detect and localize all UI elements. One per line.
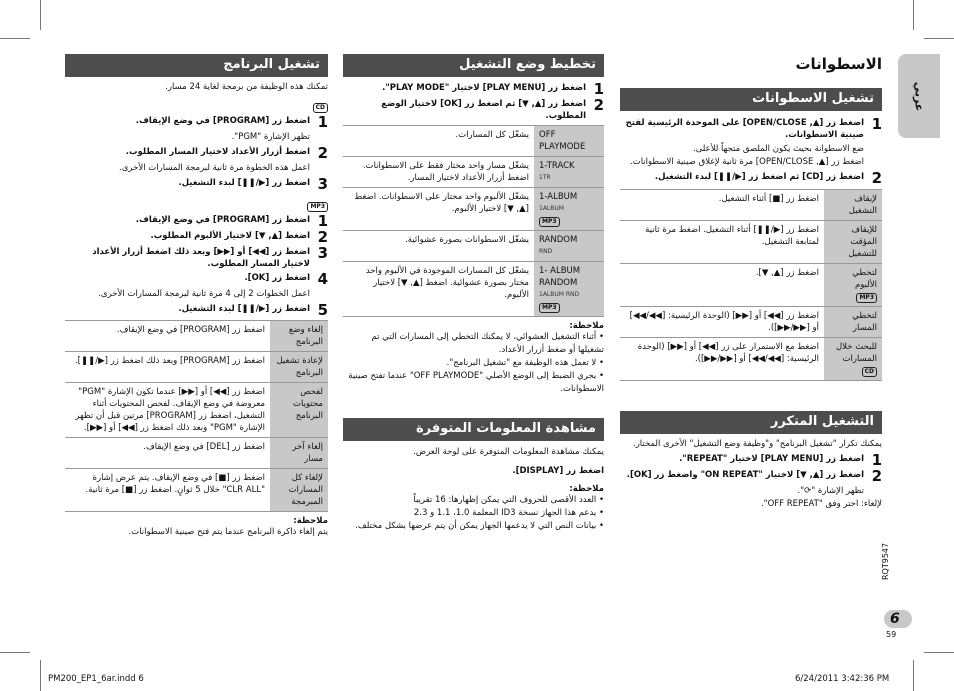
mp3-step-3: 3 اضغط زر [◀◀] أو [▶▶] وبعد ذلك اضغط أزرار الأعداد لاختيار المسار المطلوب.	[92, 244, 328, 269]
mp3-badge: MP3	[307, 202, 328, 212]
repeat-indicator-note: تظهر الإشارة "⟳".	[797, 486, 864, 496]
language-tab-label: عربي	[912, 81, 926, 111]
right-column	[620, 55, 882, 511]
note-heading: ملاحظة:	[293, 516, 328, 526]
cd-step-1: 1 اضغط زر [PROGRAM] في وضع الإيقاف.	[135, 113, 328, 131]
step-2: 2 اضغط زر [CD] ثم اضغط زر [▶/❚❚] لبدء التشغيل.	[654, 169, 882, 187]
cd-step-2-note: اعمل هذه الخطوة مرة ثانية لبرمجة المسارات الأخرى.	[119, 163, 310, 173]
table-row: 1-TRACK 1TR يشغّل مسار واحد مختار فقط على الاسطوانات. اضغط أزرار الأعداد لاختيار المسار.	[343, 157, 604, 188]
mp3-step-2: 2 اضغط [▲, ▼] لاختيار الألبوم المطلوب.	[150, 228, 328, 246]
section-header-repeat: التشغيل المتكرر	[620, 411, 882, 434]
cd-badge: CD	[862, 367, 877, 377]
repeat-step-1: 1 اضغط زر [PLAY MENU] لاختيار "REPEAT".	[679, 451, 882, 469]
table-row: لإلغاء كل المسارات المبرمجة اضغط زر [■] في وضع الإيقاف. يتم عرض إشارة "CLR ALL" خلال 5 ثوانٍ. اضغط زر [■] مرة ثانية.	[65, 469, 328, 512]
mp3-step-5: 5 اضغط زر [▶/❚❚] لبدء التشغيل.	[178, 301, 328, 319]
step-1-note2: اضغط زر [▲, OPEN/CLOSE] مرة ثانية لإغلاق صينية الاسطوانات.	[630, 157, 864, 167]
page-code: RQT9547	[881, 542, 890, 580]
table-row: لتخطي الألبوم MP3 اضغط زر [▲, ▼].	[620, 264, 882, 307]
table-row: إلغاء آخر مسار اضغط زر [DEL] في وضع الإيقاف.	[65, 438, 328, 469]
table-row: 1-ALBUM 1ALBUM MP3 يشغّل الألبوم واحد مختار على الاسطوانات. اضغط [▲, ▼] لاختيار الألبوم.	[343, 188, 604, 231]
mp3-badge: MP3	[539, 303, 560, 313]
program-table	[65, 320, 328, 512]
cd-step-1-note: تظهر الإشارة "PGM".	[231, 132, 310, 142]
note-heading: ملاحظة:	[569, 321, 604, 331]
note-item: • يجري الضبط إلى الوضع الأصلي "OFF PLAYMODE" عندما تفتح صينية الاسطوانات.	[348, 371, 604, 394]
play-mode-step-2: 2 اضغط زر [▲, ▼] ثم اضغط زر [OK] لاختيار الوضع المطلوب.	[381, 96, 604, 121]
section-header-info: مشاهدة المعلومات المتوفرة	[343, 418, 604, 441]
play-mode-step-1: 1 اضغط زر [PLAY MENU] لاختيار "PLAY MODE".	[382, 80, 604, 98]
footer-file: PM200_EP1_6ar.indd 6	[48, 674, 144, 684]
note-item: • يدعم هذا الجهاز نسخة ID3 المعلمة 1.0، 1.1 و 2.3	[413, 508, 604, 518]
page-title: الاسطوانات	[795, 55, 882, 73]
cd-step-3: 3 اضغط زر [▶/❚❚] لبدء التشغيل.	[178, 175, 328, 193]
info-step: اضغط زر [DISPLAY].	[512, 466, 604, 476]
table-row: لفحص محتويات البرنامج اضغط زر [◀◀] أو [▶▶] عندما تكون الإشارة "PGM" معروضة في وضع الإيقاف. لفحص المحتويات أثناء التشغيل، اضغط زر [PROGRAM] مرتين قبل أن تظهر الإشارة "PGM" وبعد ذلك اضغط زر [◀◀] أو [▶▶].	[65, 383, 328, 438]
language-tab	[898, 54, 940, 138]
mp3-step-1: 1 اضغط زر [PROGRAM] في وضع الإيقاف.	[135, 212, 328, 230]
table-row: للإيقاف المؤقت للتشغيل اضغط زر [▶/❚❚] أثناء التشغيل. اضغط مرة ثانية لمتابعة التشغيل.	[620, 221, 882, 264]
cd-step-2: 2 اضغط أزرار الأعداد لاختيار المسار المطلوب.	[125, 144, 328, 162]
note-item: • بيانات النص التي لا يدعمها الجهاز يمكن أن يتم عرضها بشكل مختلف.	[355, 521, 604, 531]
info-intro: يمكنك مشاهدة المعلومات المتوفرة على لوحة العرض.	[413, 447, 604, 457]
repeat-step-2: 2 اضغط زر [▲, ▼] لاختيار "ON REPEAT" واضغط زر [OK].	[626, 467, 882, 485]
page-number-pill	[884, 610, 912, 628]
footer-date: 6/24/2011 3:42:36 PM	[795, 674, 890, 684]
table-row: لإعادة تشغيل البرنامج اضغط زر [PROGRAM] وبعد ذلك اضغط زر [▶/❚❚].	[65, 352, 328, 383]
cd-operations-table	[620, 189, 882, 381]
table-row: 1- ALBUM RANDOM 1ALBUM RND MP3 يشغّل كل المسارات الموجودة في الألبوم واحد مختار بصورة عشوائية. اضغط [▲, ▼] لاختيار الألبوم.	[343, 262, 604, 317]
section-header-cd-play: تشغيل الاسطوانات	[620, 88, 882, 111]
left-column	[65, 54, 328, 539]
middle-column	[343, 54, 604, 533]
note-heading: ملاحظة:	[569, 484, 604, 494]
note-item: • أثناء التشغيل العشوائي، لا يمكنك التخطي إلى المسارات التي تم تشغيلها أو ضغط أزرار الأعداد.	[371, 332, 604, 355]
table-row: RANDOM RND يشغّل الاسطوانات بصورة عشوائية.	[343, 231, 604, 262]
table-row: لتخطي المسار اضغط زر [◀◀] أو [▶▶] (الوحدة الرئيسية: [◀◀/◀◀] أو [▶▶/▶▶]).	[620, 307, 882, 338]
mp3-step-4-note: اعمل الخطوات 2 إلى 4 مرة ثانية لبرمجة المسارات الأخرى.	[98, 289, 310, 299]
table-row: للبحث خلال المسارات CD اضغط مع الاستمرار على زر [◀◀] أو [▶▶] (الوحدة الرئيسية: [◀◀/◀◀] أو [▶▶/▶▶]).	[620, 338, 882, 381]
table-row: لإيقاف التشغيل اضغط زر [■] أثناء التشغيل.	[620, 190, 882, 221]
mp3-step-4: 4 اضغط زر [OK].	[244, 270, 328, 288]
play-mode-table	[343, 125, 604, 317]
repeat-cancel-note: لإلغاء: اختر وفق "OFF REPEAT".	[760, 499, 882, 509]
section-header-program: تشغيل البرنامج	[65, 54, 328, 77]
mp3-badge: MP3	[539, 217, 560, 227]
page-number: 6	[890, 611, 900, 627]
repeat-intro: يمكنك تكرار "تشغيل البرنامج" و"وظيفة وضع التشغيل" الأخرى المختار.	[633, 439, 882, 449]
note-item: • العدد الأقصى للحروف التي يمكن إظهارها: 16 تقريباً	[413, 495, 604, 505]
section-header-play-mode: تخطيط وضع التشغيل	[343, 54, 604, 77]
step-1-note: ضع الاسطوانة بحيث يكون الملصق متجهاً للأعلى.	[693, 144, 864, 154]
note-item: يتم إلغاء ذاكرة البرنامج عندما يتم فتح صينية الاسطوانات.	[128, 527, 328, 537]
table-row: OFF PLAYMODE يشغّل كل المسارات.	[343, 126, 604, 157]
mp3-badge: MP3	[856, 293, 877, 303]
note-item: • لا تعمل هذه الوظيفة مع "تشغيل البرنامج".	[446, 358, 604, 368]
cd-badge: CD	[313, 103, 328, 113]
small-page-number: 59	[886, 630, 897, 639]
program-intro: تمكنك هذه الوظيفة من برمجة لغاية 24 مسار.	[165, 82, 328, 92]
step-1: 1 اضغط زر [▲, OPEN/CLOSE] على الموحدة الرئيسية لفتح صينية الاسطوانات.	[625, 115, 882, 140]
table-row: إلغاء وضع البرنامج اضغط زر [PROGRAM] في وضع الإيقاف.	[65, 321, 328, 352]
